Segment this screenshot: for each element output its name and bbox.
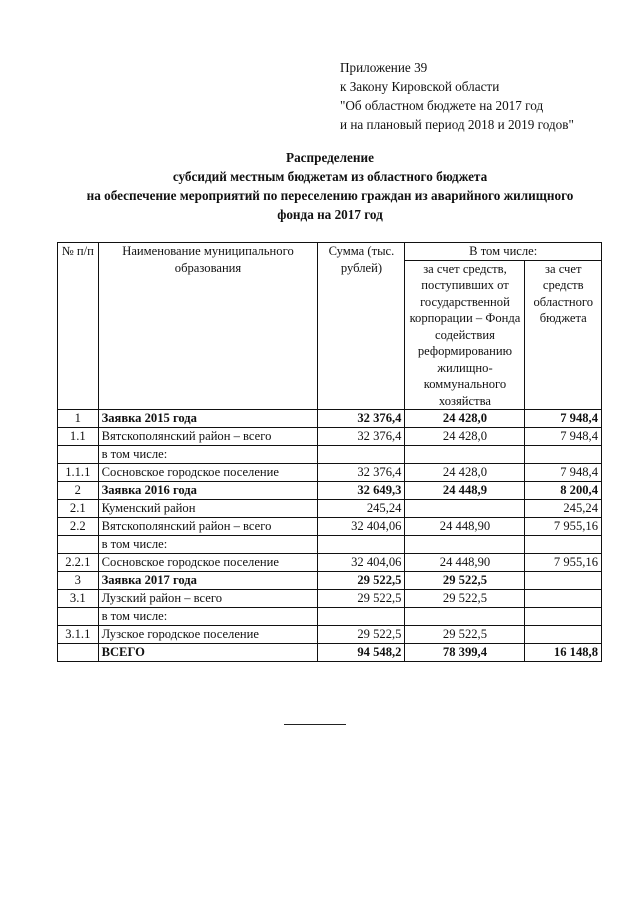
row-sum: 32 404,06 bbox=[318, 554, 405, 572]
header-num: № п/п bbox=[58, 243, 99, 410]
row-regional bbox=[525, 608, 602, 626]
table-row bbox=[58, 536, 602, 554]
row-sum: 29 522,5 bbox=[318, 626, 405, 644]
row-num bbox=[58, 608, 99, 626]
row-name: ВСЕГО bbox=[98, 644, 318, 662]
header-sum: Сумма (тыс. рублей) bbox=[318, 243, 405, 410]
appendix-line-1: Приложение 39 bbox=[340, 60, 428, 75]
row-num: 1.1.1 bbox=[58, 464, 99, 482]
row-regional bbox=[525, 572, 602, 590]
table-row bbox=[58, 608, 602, 626]
row-num: 1.1 bbox=[58, 428, 99, 446]
row-name: в том числе: bbox=[98, 536, 318, 554]
row-name: Вятскополянский район – всего bbox=[98, 428, 318, 446]
table-body bbox=[58, 410, 602, 662]
row-name: Лузский район – всего bbox=[98, 590, 318, 608]
row-fund: 24 448,90 bbox=[405, 518, 525, 536]
header-regional: за счет средств областного бюджета bbox=[525, 260, 602, 410]
row-fund bbox=[405, 536, 525, 554]
row-sum: 245,24 bbox=[318, 500, 405, 518]
table-row bbox=[58, 554, 602, 572]
row-regional bbox=[525, 626, 602, 644]
row-num: 2.2 bbox=[58, 518, 99, 536]
row-fund: 29 522,5 bbox=[405, 590, 525, 608]
row-sum: 94 548,2 bbox=[318, 644, 405, 662]
row-name: в том числе: bbox=[98, 446, 318, 464]
row-sum: 29 522,5 bbox=[318, 590, 405, 608]
footer-divider bbox=[284, 724, 346, 725]
row-fund: 29 522,5 bbox=[405, 626, 525, 644]
row-regional: 7 948,4 bbox=[525, 410, 602, 428]
table-row bbox=[58, 500, 602, 518]
row-regional: 7 955,16 bbox=[525, 518, 602, 536]
header-including: В том числе: bbox=[405, 243, 602, 261]
row-name: Лузское городское поселение bbox=[98, 626, 318, 644]
row-name: в том числе: bbox=[98, 608, 318, 626]
table-row bbox=[58, 446, 602, 464]
title-line-2: субсидий местным бюджетам из областного бюджета bbox=[172, 169, 488, 184]
table-row bbox=[58, 428, 602, 446]
row-fund bbox=[405, 500, 525, 518]
row-name: Заявка 2017 года bbox=[98, 572, 318, 590]
row-num: 3.1.1 bbox=[58, 626, 99, 644]
appendix-line-3: "Об областном бюджете на 2017 год bbox=[340, 98, 544, 113]
row-fund: 78 399,4 bbox=[405, 644, 525, 662]
table-row bbox=[58, 518, 602, 536]
row-num: 3.1 bbox=[58, 590, 99, 608]
row-sum: 32 649,3 bbox=[318, 482, 405, 500]
row-fund: 24 448,9 bbox=[405, 482, 525, 500]
row-fund bbox=[405, 446, 525, 464]
title-line-1: Распределение bbox=[286, 150, 374, 165]
row-fund: 24 428,0 bbox=[405, 410, 525, 428]
row-sum: 32 376,4 bbox=[318, 464, 405, 482]
row-fund: 24 448,90 bbox=[405, 554, 525, 572]
row-fund: 24 428,0 bbox=[405, 464, 525, 482]
table-row bbox=[58, 644, 602, 662]
row-num bbox=[58, 644, 99, 662]
row-name: Сосновское городское поселение bbox=[98, 554, 318, 572]
appendix-line-4: и на плановый период 2018 и 2019 годов" bbox=[340, 117, 574, 132]
table-row bbox=[58, 482, 602, 500]
row-sum: 32 376,4 bbox=[318, 428, 405, 446]
row-sum bbox=[318, 446, 405, 464]
row-num bbox=[58, 446, 99, 464]
row-sum bbox=[318, 608, 405, 626]
row-name: Заявка 2015 года bbox=[98, 410, 318, 428]
table-row bbox=[58, 626, 602, 644]
appendix-block bbox=[340, 58, 574, 134]
table-row bbox=[58, 572, 602, 590]
row-name: Сосновское городское поселение bbox=[98, 464, 318, 482]
row-sum bbox=[318, 536, 405, 554]
table-row bbox=[58, 410, 602, 428]
row-regional bbox=[525, 590, 602, 608]
row-sum: 32 376,4 bbox=[318, 410, 405, 428]
row-name: Заявка 2016 года bbox=[98, 482, 318, 500]
row-num bbox=[58, 536, 99, 554]
row-regional: 7 948,4 bbox=[525, 428, 602, 446]
row-sum: 29 522,5 bbox=[318, 572, 405, 590]
header-name: Наименование муниципального образования bbox=[98, 243, 318, 410]
row-regional bbox=[525, 446, 602, 464]
title-line-3: на обеспечение мероприятий по переселению граждан из аварийного жилищного bbox=[86, 188, 574, 203]
row-num: 3 bbox=[58, 572, 99, 590]
row-regional: 7 955,16 bbox=[525, 554, 602, 572]
row-fund: 29 522,5 bbox=[405, 572, 525, 590]
header-fund: за счет средств, поступивших от государственной корпорации – Фонда содействия реформированию жилищно-коммунального хозяйства bbox=[405, 260, 525, 410]
row-fund bbox=[405, 608, 525, 626]
row-fund: 24 428,0 bbox=[405, 428, 525, 446]
row-num: 2.2.1 bbox=[58, 554, 99, 572]
row-regional bbox=[525, 536, 602, 554]
row-num: 2.1 bbox=[58, 500, 99, 518]
subsidy-table bbox=[57, 242, 602, 662]
row-num: 1 bbox=[58, 410, 99, 428]
document-title bbox=[40, 148, 620, 224]
row-sum: 32 404,06 bbox=[318, 518, 405, 536]
title-line-4: фонда на 2017 год bbox=[277, 207, 383, 222]
row-regional: 16 148,8 bbox=[525, 644, 602, 662]
appendix-line-2: к Закону Кировской области bbox=[340, 79, 500, 94]
row-regional: 245,24 bbox=[525, 500, 602, 518]
row-regional: 7 948,4 bbox=[525, 464, 602, 482]
row-num: 2 bbox=[58, 482, 99, 500]
table-row bbox=[58, 464, 602, 482]
row-name: Куменский район bbox=[98, 500, 318, 518]
row-name: Вятскополянский район – всего bbox=[98, 518, 318, 536]
table-row bbox=[58, 590, 602, 608]
row-regional: 8 200,4 bbox=[525, 482, 602, 500]
